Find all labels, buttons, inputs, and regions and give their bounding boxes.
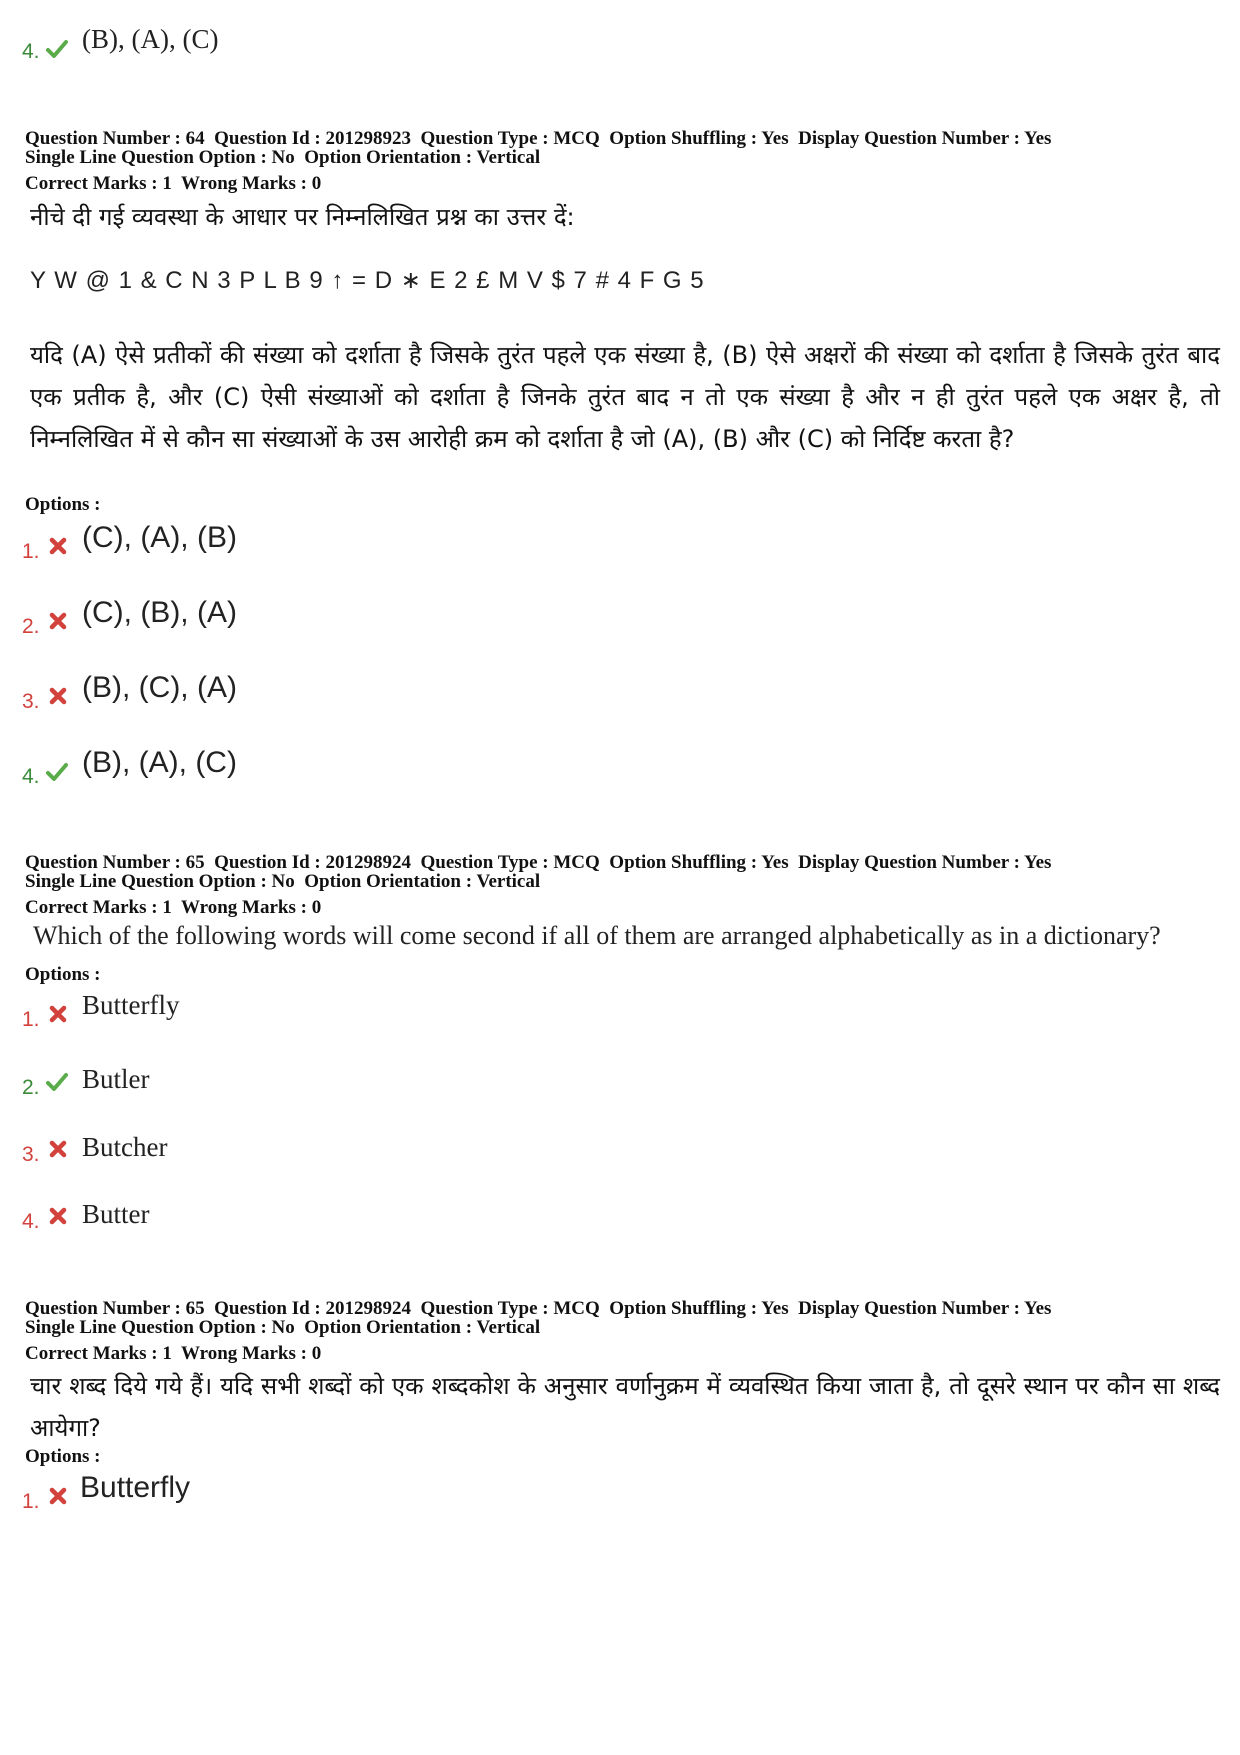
option-number: 3. — [22, 1143, 40, 1166]
question-meta-2: Single Line Question Option : No Option Orientation : Vertical — [25, 871, 541, 892]
option-number: 1. — [22, 1008, 40, 1031]
question-marks: Correct Marks : 1 Wrong Marks : 0 — [25, 1343, 322, 1364]
options-label: Options : — [25, 964, 101, 985]
option-number: 4. — [22, 1210, 40, 1233]
option-number: 4. — [22, 765, 40, 788]
option-text: (C), (A), (B) — [82, 521, 237, 554]
option-number: 1. — [22, 540, 40, 563]
option-number: 2. — [22, 1076, 40, 1099]
option-number: 3. — [22, 690, 40, 713]
check-icon — [46, 761, 68, 783]
question-intro: नीचे दी गई व्यवस्था के आधार पर निम्नलिखित प्रश्न का उत्तर दें: — [30, 203, 575, 231]
cross-icon — [47, 1003, 69, 1025]
options-label: Options : — [25, 494, 101, 515]
question-text: यदि (A) ऐसे प्रतीकों की संख्या को दर्शाता है जिसके तुरंत पहले एक संख्या है, (B) ऐसे अक्षरों की संख्या को दर्शाता है जिसके तुरंत बाद एक प्रतीक है, और (C) ऐसी संख्याओं को दर्शाता है जिनके तुरंत बाद न तो एक संख्या है और न ही तुरंत पहले एक अक्षर है, तो निम्नलिखित में से कौन सा संख्याओं के उस आरोही क्रम को दर्शाता है जो (A), (B) और (C) को निर्दिष्ट करता है? — [30, 341, 1220, 453]
question-sequence: Y W @ 1 & C N 3 P L B 9 ↑ = D ∗ E 2 £ M V $ 7 # 4 F G 5 — [30, 267, 705, 294]
option-text: Butcher — [82, 1132, 168, 1162]
question-marks: Correct Marks : 1 Wrong Marks : 0 — [25, 173, 322, 194]
check-icon — [46, 1071, 68, 1093]
question-meta-2: Single Line Question Option : No Option Orientation : Vertical — [25, 1317, 541, 1338]
options-label: Options : — [25, 1446, 101, 1467]
option-text: (C), (B), (A) — [82, 596, 237, 629]
option-number: 4. — [22, 40, 40, 63]
question-meta-2: Single Line Question Option : No Option Orientation : Vertical — [25, 147, 541, 168]
option-text: Butterfly — [80, 1471, 191, 1504]
option-text: (B), (C), (A) — [82, 671, 237, 704]
check-icon — [46, 38, 68, 60]
option-text: (B), (A), (C) — [82, 24, 219, 54]
option-text: (B), (A), (C) — [82, 746, 237, 779]
cross-icon — [47, 1485, 69, 1507]
question-meta: Question Number : 65 Question Id : 201298924 Question Type : MCQ Option Shuffling : Yes Display Question Number : Yes — [25, 1298, 1052, 1319]
question-text: Which of the following words will come second if all of them are arranged alphabetically as in a dictionary? — [33, 921, 1161, 950]
question-meta: Question Number : 64 Question Id : 201298923 Question Type : MCQ Option Shuffling : Yes Display Question Number : Yes — [25, 128, 1052, 149]
option-text: Butter — [82, 1199, 150, 1229]
option-text: Butterfly — [82, 990, 180, 1020]
question-marks: Correct Marks : 1 Wrong Marks : 0 — [25, 897, 322, 918]
cross-icon — [47, 610, 69, 632]
question-text: चार शब्द दिये गये हैं। यदि सभी शब्दों को एक शब्दकोश के अनुसार वर्णानुक्रम में व्यवस्थित किया जाता है, तो दूसरे स्थान पर कौन सा शब्द आयेगा? — [30, 1372, 1220, 1442]
cross-icon — [47, 1138, 69, 1160]
option-number: 2. — [22, 615, 40, 638]
cross-icon — [47, 1205, 69, 1227]
question-meta: Question Number : 65 Question Id : 201298924 Question Type : MCQ Option Shuffling : Yes Display Question Number : Yes — [25, 852, 1052, 873]
cross-icon — [47, 535, 69, 557]
option-number: 1. — [22, 1490, 40, 1513]
option-text: Butler — [82, 1064, 150, 1094]
cross-icon — [47, 685, 69, 707]
